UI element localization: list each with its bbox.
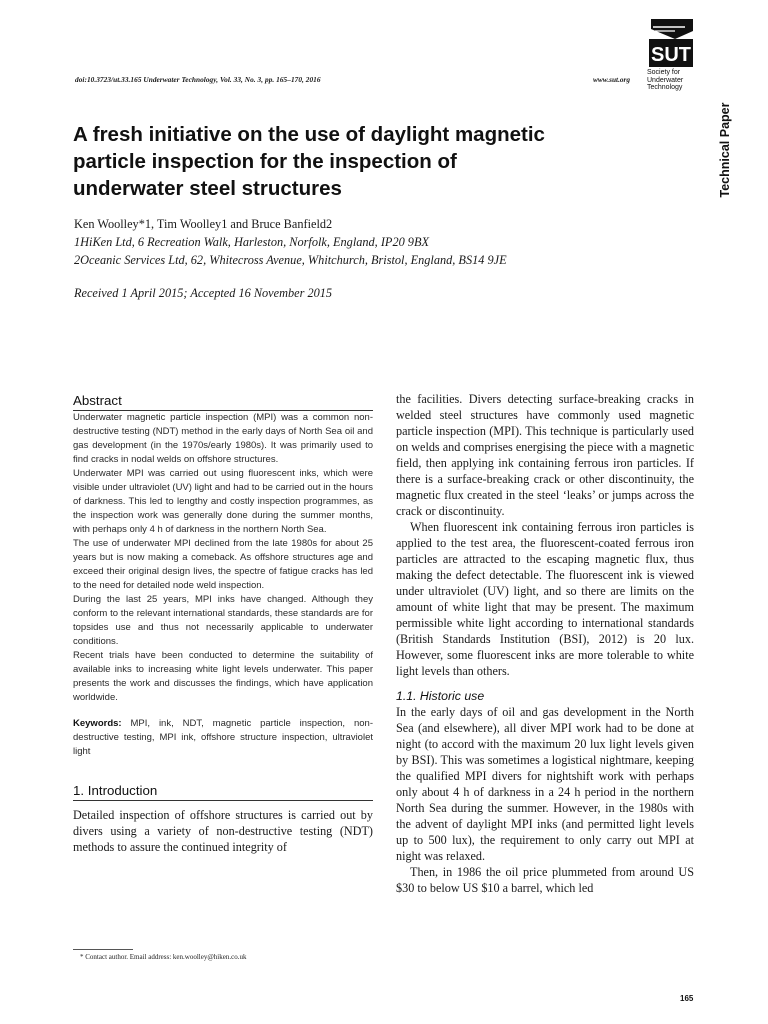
received-dates: Received 1 April 2015; Accepted 16 November 2015 (74, 286, 333, 300)
doi-citation: doi:10.3723/ut.33.165 Underwater Technology, Vol. 33, No. 3, pp. 165–170, 2016 (75, 75, 321, 84)
title-line: underwater steel structures (73, 177, 342, 200)
abstract-heading: Abstract (73, 393, 373, 411)
introduction-heading: 1. Introduction (73, 783, 373, 801)
website-link[interactable]: www.sut.org (593, 75, 631, 84)
introduction-text: Detailed inspection of offshore structures is carried out by divers using a variety of non-destructive testing (NDT) methods to assure the continued integrity of (73, 808, 373, 854)
footnote-divider (73, 949, 133, 950)
logo-line: Underwater (647, 76, 684, 84)
footnote: * Contact author. Email address: ken.woolley@hiken.co.uk (80, 953, 247, 961)
body-paragraph: In the early days of oil and gas development in the North Sea (and elsewhere), all diver MPI work had to be done at night (to accord with the maximum 20 lux light levels given by BSI). This was sometimes a logistical nightmare, keeping the qualified MPI divers for nightshift work with perhaps only about 4 h of darkness in a 24 h period in the northern North Sea during the summer. However, in the 1980s with the advent of daylight MPI inks (and permitted light levels up to 500 lux), the requirement to only carry out MPI at night was relaxed. (396, 705, 694, 863)
sut-logo-icon (645, 17, 695, 69)
title-line: particle inspection for the inspection of (73, 150, 457, 173)
abstract-paragraph: Underwater magnetic particle inspection (MPI) was a common non-destructive testing (NDT) method in the early days of North Sea oil and gas development (in the 1970s/early 1980s). It was primarily used to find cracks in nodal welds on offshore structures. (73, 412, 373, 465)
affiliation-2: 2Oceanic Services Ltd, 62, Whitecross Avenue, Whitchurch, Bristol, England, BS14 9JE (74, 253, 507, 267)
body-paragraph: When fluorescent ink containing ferrous iron particles is applied to the test area, the fluorescent-coated ferrous iron particles are attracted to the escaping magnetic flux, thus making the defect detectable. The fluorescent ink is viewed under ultraviolet (UV) light, and so there are limits on the amount of white light that may be present. The maximum permissible white light according to international standards (British Standards Institution (BSI), 2012) is 20 lux. However, some fluorescent inks are more tolerable to white light levels than others. (396, 520, 694, 678)
keywords (73, 717, 373, 759)
side-label-text: Technical Paper (718, 102, 732, 198)
author-list: Ken Woolley*1, Tim Woolley1 and Bruce Banfield2 (74, 217, 333, 231)
paper-title (73, 121, 673, 202)
subsection-heading: 1.1. Historic use (396, 689, 485, 703)
body-paragraph: Then, in 1986 the oil price plummeted from around US $30 to below US $10 a barrel, which led (396, 865, 694, 895)
logo-line: Society for (647, 69, 681, 76)
sut-logo (645, 17, 695, 92)
right-column (396, 391, 694, 896)
logo-caption (647, 69, 707, 92)
body-paragraph: the facilities. Divers detecting surface-breaking cracks in welded steel structures have commonly used magnetic particle inspection (MPI). This technique is particularly used on welds and comprises energising the piece with a magnetic field, then applying ink containing ferrous iron particles. If there is a surface-breaking crack or other discontinuity, the magnetic flux created in the steel ‘leaks’ or jumps across the crack or discontinuity. (396, 392, 694, 518)
abstract-paragraph: Recent trials have been conducted to determine the suitability of available inks to increasing white light levels underwater. This paper presents the work and discusses the findings, which have application worldwide. (73, 650, 373, 703)
abstract-paragraph: During the last 25 years, MPI inks have changed. Although they conform to the relevant international standards, these standards are for topsides use and thus not necessarily applicable to underwater conditions. (73, 594, 373, 647)
affiliation-1: 1HiKen Ltd, 6 Recreation Walk, Harleston, Norfolk, England, IP20 9BX (74, 235, 429, 249)
title-line: A fresh initiative on the use of daylight magnetic (73, 123, 545, 146)
left-column (73, 393, 373, 855)
side-label (713, 90, 737, 210)
logo-line: Technology (647, 84, 683, 92)
keywords-list: MPI, ink, NDT, magnetic particle inspection, non-destructive testing, MPI ink, offshore structure inspection, ultraviolet light (73, 718, 373, 757)
keywords-label: Keywords: (73, 718, 122, 729)
page-number: 165 (680, 994, 694, 1003)
abstract-paragraph: The use of underwater MPI declined from the late 1980s for about 25 years but is now making a comeback. As offshore structures age and exceed their original design lives, the spectre of fatigue cracks has led to the need for detailed node weld inspection. (73, 538, 373, 591)
abstract-paragraph: Underwater MPI was carried out using fluorescent inks, which were visible under ultraviolet (UV) light and had to be carried out in the hours of darkness. This led to lengthy and costly inspection programmes, as the inspection work was generally done during the summer months, with perhaps only 4 h of darkness in the northern North Sea. (73, 468, 373, 535)
logo-wordmark: SUT (651, 44, 691, 66)
